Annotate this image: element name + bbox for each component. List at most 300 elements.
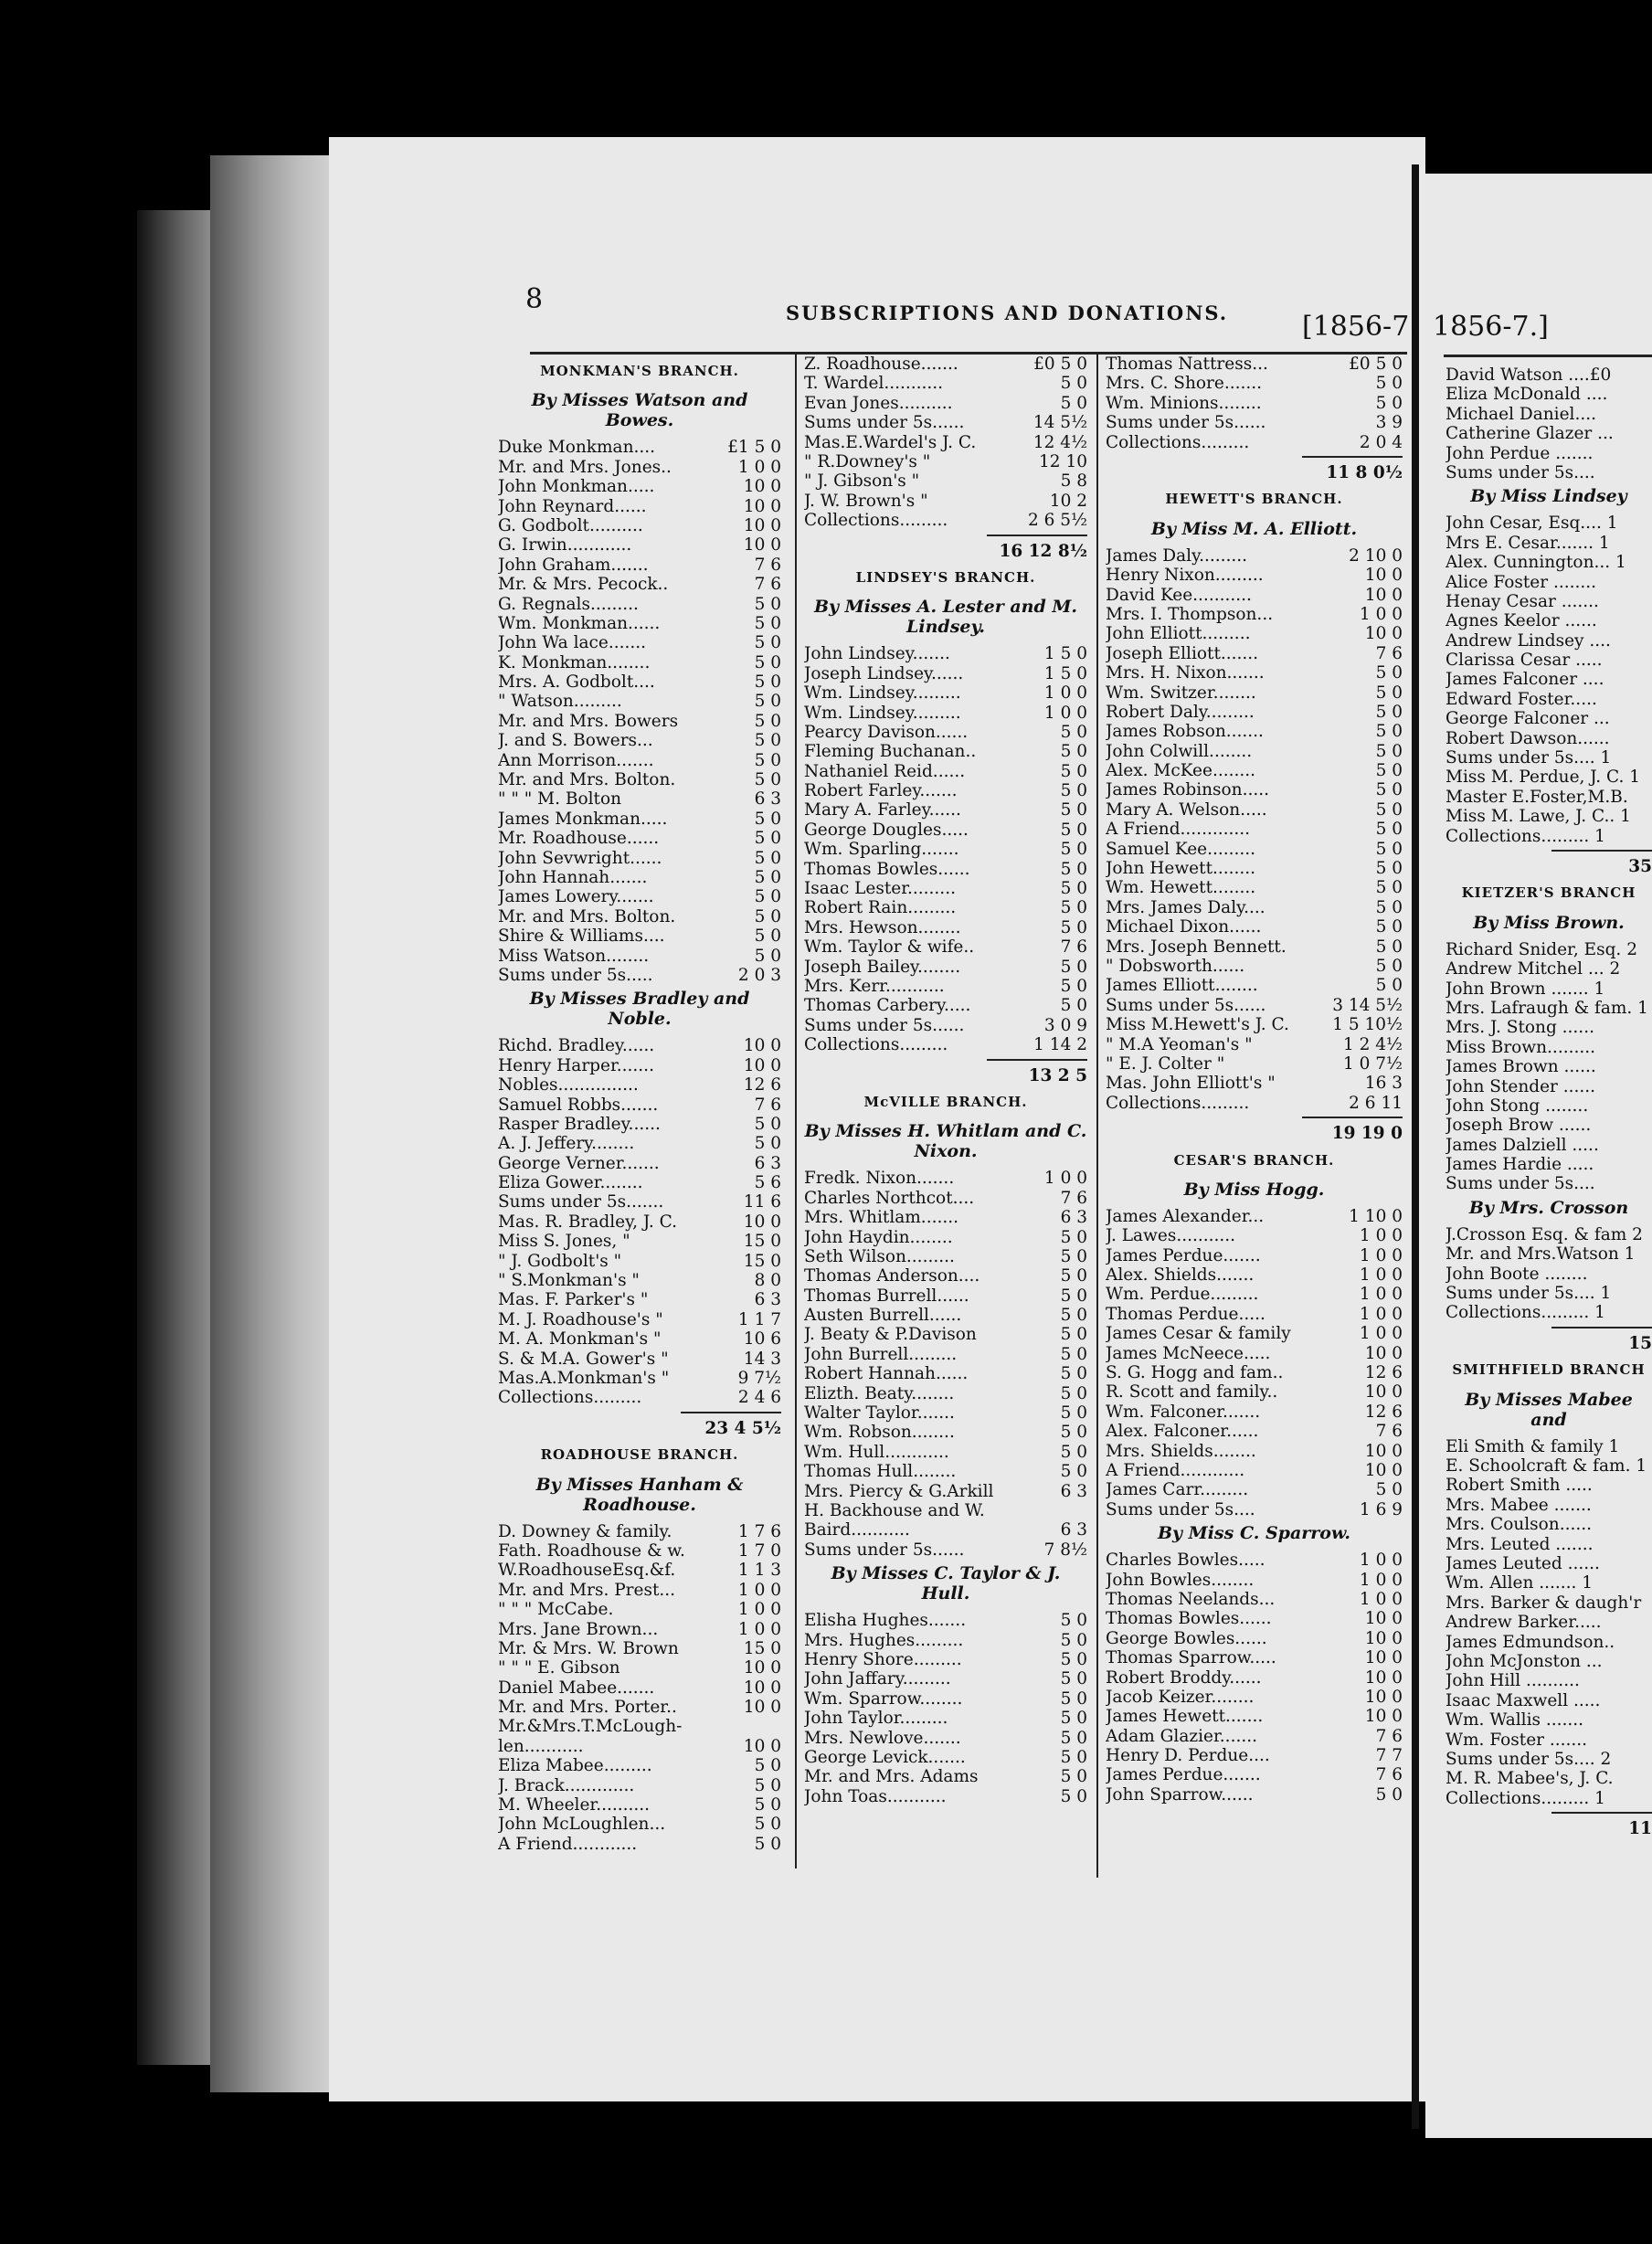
subscription-row (804, 1482, 1087, 1501)
subscriber-name: Thomas Perdue..... (1106, 1304, 1265, 1324)
amount: 10 0 (743, 1736, 781, 1756)
subscription-row (804, 1364, 1087, 1383)
page-gutter (1412, 164, 1419, 2129)
subscription-row (1106, 394, 1403, 413)
amount: 5 0 (754, 1114, 781, 1134)
branch-heading: SMITHFIELD BRANCH (1452, 1361, 1646, 1379)
subscriber-name: A. J. Jeffery........ (498, 1134, 635, 1154)
subscriber-name: Collections......... (498, 1388, 642, 1408)
subscription-row (1106, 917, 1403, 937)
subscription-row (1446, 1057, 1652, 1076)
subscriber-name: Sums under 5s.... (1106, 1499, 1255, 1519)
subscription-row (804, 1423, 1087, 1442)
amount: 5 0 (1060, 1246, 1087, 1266)
subscription-row (804, 355, 1087, 374)
subscription-row (804, 413, 1087, 432)
subscription-row (1446, 1096, 1652, 1116)
subscription-row (804, 742, 1087, 761)
subscriber-name: " M.A Yeoman's " (1106, 1034, 1253, 1054)
subscription-row (804, 1306, 1087, 1325)
subscriber-name: Charles Northcot.... (804, 1188, 975, 1208)
subscriber-name: Isaac Lester......... (804, 879, 956, 899)
total-rule (1302, 456, 1403, 458)
collector-subheading: By Miss Hogg. (1183, 1179, 1325, 1200)
amount: 11 6 (743, 1192, 781, 1212)
subscriber-name: " E. J. Colter " (1106, 1053, 1225, 1074)
subscription-row (1446, 959, 1652, 979)
subscription-row (498, 535, 781, 555)
subscription-row (498, 1036, 781, 1055)
subscriber-name: Evan Jones.......... (804, 393, 953, 413)
column-1 (498, 355, 781, 1854)
amount: 3 14 5½ (1332, 995, 1403, 1015)
amount: 5 0 (1060, 1325, 1087, 1345)
subscription-row (498, 1310, 781, 1329)
subscription-row (1446, 463, 1652, 482)
amount: 5 0 (1060, 840, 1087, 860)
amount: 7 6 (1060, 1188, 1087, 1208)
amount: 1 0 0 (1359, 1265, 1403, 1286)
subscriber-name: Mrs. H. Nixon....... (1106, 663, 1265, 683)
page-year: [1856-7. (1302, 311, 1418, 343)
subscriber-name: Richard Snider, Esq. 2 (1446, 939, 1637, 959)
subscriber-name: John Burrell......... (804, 1344, 958, 1364)
amount: 5 0 (754, 711, 781, 731)
subscriber-name: David Watson ....£0 (1446, 365, 1612, 385)
subscription-row (1106, 644, 1403, 663)
amount: 5 0 (1060, 761, 1087, 781)
subscriber-name: James Hardie ..... (1446, 1155, 1594, 1175)
subscription-row (1446, 1116, 1652, 1135)
subscription-row (804, 1709, 1087, 1728)
amount: 5 0 (754, 731, 781, 751)
amount: 5 0 (1375, 917, 1403, 937)
subscription-row (1106, 1207, 1403, 1226)
amount: 5 0 (1060, 1266, 1087, 1286)
subscriber-name: Mr. Roadhouse...... (498, 829, 660, 849)
subscriber-name: Samuel Robbs....... (498, 1095, 659, 1115)
branch-heading: ROADHOUSE BRANCH. (540, 1446, 739, 1464)
amount: 1 10 0 (1349, 1206, 1403, 1226)
subscriber-name: James Leuted ...... (1446, 1553, 1600, 1573)
subscriber-name: Thomas Bowles...... (1106, 1609, 1272, 1629)
subscription-row (1446, 611, 1652, 630)
subscription-row (498, 1173, 781, 1192)
subscriber-name: Eliza Gower........ (498, 1173, 643, 1193)
subscription-row (1446, 1633, 1652, 1652)
subscription-row (1446, 534, 1652, 553)
subscriber-name: " Dobsworth...... (1106, 956, 1245, 976)
subscription-row (498, 595, 781, 614)
amount: 5 0 (754, 672, 781, 693)
subscriber-name: Sums under 5s....... (498, 1192, 664, 1212)
subscription-row (1446, 424, 1652, 443)
subscriber-name: John Hewett........ (1106, 859, 1256, 879)
column-3 (1106, 355, 1403, 1805)
subscription-row (1106, 800, 1403, 820)
amount: 2 6 5½ (1027, 511, 1087, 531)
subscription-row (1446, 1174, 1652, 1193)
subscription-row (498, 1835, 781, 1854)
subscriber-name: Clarissa Cesar ..... (1446, 651, 1603, 671)
subscription-row (1446, 1789, 1652, 1808)
column-4 (1446, 365, 1652, 1844)
amount: 5 0 (1060, 393, 1087, 413)
subscriber-name: Charles Bowles..... (1106, 1551, 1265, 1571)
subscriber-name: M. A. Monkman's " (498, 1329, 662, 1350)
subscription-row (1446, 1303, 1652, 1322)
subscriber-name: Daniel Mabee....... (498, 1678, 655, 1698)
subscriber-name: Nathaniel Reid...... (804, 761, 966, 781)
amount: 1 0 0 (1043, 683, 1087, 704)
subscription-row (1106, 976, 1403, 995)
subscription-row (1446, 1284, 1652, 1303)
subscriber-name: Sums under 5s.... 1 (1446, 748, 1612, 768)
subscription-row (1106, 1746, 1403, 1765)
subscriber-name: Thomas Nattress... (1106, 355, 1268, 374)
subscription-row (1106, 742, 1403, 761)
amount: 10 0 (1364, 1707, 1403, 1727)
subscription-row (498, 497, 781, 516)
amount: 10 0 (1364, 1648, 1403, 1668)
amount: 1 2 4½ (1342, 1034, 1403, 1054)
subscription-row (498, 1620, 781, 1639)
amount: 10 0 (743, 1036, 781, 1056)
subscriber-name: W.RoadhouseEsq.&f. (498, 1561, 676, 1581)
subscription-row (1106, 1074, 1403, 1093)
subscriber-name: Mr. and Mrs.Watson 1 (1446, 1244, 1636, 1265)
amount: 1 0 0 (1359, 1245, 1403, 1265)
subscriber-name: Mrs. James Daly.... (1106, 897, 1265, 917)
subscriber-name: Mr. and Mrs. Adams (804, 1767, 979, 1787)
subscriber-name: Eliza Mabee......... (498, 1756, 652, 1776)
subscription-row (498, 1795, 781, 1815)
amount: 1 7 6 (737, 1521, 781, 1541)
subscription-row (804, 1345, 1087, 1364)
subscriber-name: Miss M.Hewett's J. C. (1106, 1015, 1289, 1035)
subscriber-name: Mas.E.Wardel's J. C. (804, 432, 977, 452)
subscription-row (1446, 1554, 1652, 1573)
subscription-row (1106, 996, 1403, 1015)
collector-subheading: By Misses H. Whitlam and C. Nixon. (804, 1121, 1087, 1162)
amount: 7 6 (1060, 937, 1087, 958)
subscriber-name: James Brown ...... (1446, 1057, 1596, 1077)
subscriber-name: James Perdue....... (1106, 1245, 1261, 1265)
subscriber-name: Wm. Allen ....... 1 (1446, 1573, 1594, 1593)
subscriber-name: Thomas Sparrow..... (1106, 1648, 1276, 1668)
subscription-row (498, 1252, 781, 1271)
subscription-row (1106, 1765, 1403, 1784)
amount: 5 0 (1375, 702, 1403, 722)
subscription-row (498, 1192, 781, 1212)
amount: 1 1 3 (737, 1561, 781, 1581)
subscriber-name: Wm. Wallis ....... (1446, 1710, 1584, 1731)
amount: 2 6 11 (1349, 1093, 1403, 1113)
subscription-row (1446, 385, 1652, 404)
subscription-row (1106, 1054, 1403, 1074)
subscription-row (498, 1561, 781, 1580)
subscription-row (1106, 840, 1403, 859)
subscriber-name: John Stender ...... (1446, 1076, 1596, 1096)
subscriber-name: James Monkman..... (498, 809, 668, 829)
amount: 6 3 (754, 1290, 781, 1310)
subscription-row (804, 1501, 1087, 1520)
subscription-row (1106, 1226, 1403, 1245)
subscription-row (1446, 573, 1652, 592)
subscriber-name: Mas. John Elliott's " (1106, 1074, 1276, 1094)
amount: 5 0 (1060, 1611, 1087, 1631)
subscription-row (1446, 592, 1652, 611)
subscription-row (1106, 1668, 1403, 1688)
subscription-row (498, 1698, 781, 1717)
amount: 5 0 (1375, 741, 1403, 761)
subscriber-name: Thomas Hull........ (804, 1462, 957, 1482)
subscriber-name: J. W. Brown's " (804, 491, 928, 511)
subscriber-name: Wm. Taylor & wife.. (804, 937, 975, 958)
subscriber-name: John Colwill........ (1106, 741, 1253, 761)
subscriber-name: James Elliott........ (1106, 976, 1258, 996)
subscription-row (1106, 413, 1403, 432)
amount: 10 0 (1364, 1609, 1403, 1629)
subscription-row (1446, 365, 1652, 385)
subscriber-name: Mrs. Whitlam....... (804, 1208, 958, 1228)
total-rule (681, 1412, 781, 1413)
amount: 14 3 (743, 1349, 781, 1369)
subscription-row (804, 1228, 1087, 1247)
subscription-row (804, 860, 1087, 879)
amount: 1 14 2 (1033, 1035, 1087, 1055)
subscriber-name: George Bowles...... (1106, 1628, 1267, 1648)
amount: 7 6 (1375, 643, 1403, 663)
amount: 7 6 (1375, 1726, 1403, 1746)
subscription-row (804, 879, 1087, 898)
amount: 1 6 9 (1359, 1499, 1403, 1519)
subscriber-name: Mrs. I. Thompson... (1106, 604, 1274, 624)
amount: 1 0 0 (1359, 1285, 1403, 1305)
subscription-row (1106, 722, 1403, 741)
amount: 6 3 (1060, 1208, 1087, 1228)
subscriber-name: A Friend............ (498, 1834, 638, 1854)
page-number: 8 (525, 283, 544, 315)
subscription-row (498, 614, 781, 633)
subscriber-name: Thomas Bowles...... (804, 859, 970, 879)
subscriber-name: Wm. Sparling....... (804, 840, 959, 860)
subscription-row (804, 1729, 1087, 1748)
amount: 5 0 (1060, 742, 1087, 762)
subscription-row (1446, 444, 1652, 463)
amount: 6 3 (1060, 1520, 1087, 1540)
subscription-row (1106, 433, 1403, 452)
subscriber-name: T. Wardel........... (804, 374, 944, 394)
subscription-row (498, 477, 781, 496)
amount: 1 0 0 (1043, 1169, 1087, 1189)
subscription-row (1106, 586, 1403, 605)
subscriber-name: Joseph Elliott....... (1106, 643, 1259, 663)
subscriber-name: John Lindsey....... (804, 644, 950, 664)
amount: 5 0 (1060, 1767, 1087, 1787)
branch-heading: MONKMAN'S BRANCH. (540, 363, 739, 379)
amount: 5 0 (1060, 898, 1087, 918)
subscriber-name: Sums under 5s...... (804, 1015, 965, 1035)
subscription-row (498, 789, 781, 809)
amount: 1 0 7½ (1342, 1053, 1403, 1074)
amount: 15 0 (743, 1232, 781, 1252)
subscriber-name: Mrs E. Cesar....... 1 (1446, 533, 1610, 553)
subscriber-name: Mrs. Mabee ....... (1446, 1495, 1592, 1515)
subscriber-name: Mas.A.Monkman's " (498, 1368, 670, 1388)
amount: 1 0 0 (1359, 1226, 1403, 1246)
amount: 2 0 3 (737, 965, 781, 985)
subscriber-name: John Cesar, Esq.... 1 (1446, 513, 1618, 534)
subscriber-name: John McLoughlen... (498, 1815, 666, 1835)
subscriber-name: Sums under 5s...... (804, 413, 965, 433)
subscription-row (1446, 1593, 1652, 1613)
subscriber-name: Henry Harper....... (498, 1055, 654, 1075)
amount: 7 6 (1375, 1422, 1403, 1442)
subscription-row (1106, 1035, 1403, 1054)
subscriber-name: Wm. Switzer........ (1106, 683, 1256, 703)
amount: 5 0 (1060, 957, 1087, 977)
subscription-row (1446, 1652, 1652, 1671)
amount: 10 0 (743, 1678, 781, 1698)
amount: 5 0 (1060, 1227, 1087, 1247)
amount: £0 5 0 (1033, 355, 1087, 374)
collector-subheading: By Misses Mabee and (1465, 1389, 1633, 1430)
subscriber-name: Austen Burrell...... (804, 1306, 962, 1326)
subscriber-name: Collections......... 1 (1446, 826, 1605, 846)
subscription-row (1106, 1609, 1403, 1628)
subscription-row (498, 692, 781, 711)
subscriber-name: James Falconer .... (1446, 670, 1604, 690)
subscriber-name: John Bowles........ (1106, 1570, 1255, 1590)
subscription-row (1446, 1769, 1652, 1788)
total-rule (1302, 1117, 1403, 1118)
subscriber-name: Joseph Bailey........ (804, 957, 961, 977)
subscriber-name: Sums under 5s.... 1 (1446, 1284, 1612, 1304)
subscription-row (804, 1189, 1087, 1208)
subscriber-name: Henry Nixon......... (1106, 566, 1264, 586)
subscription-row (804, 1266, 1087, 1286)
subscriber-name: Thomas Carbery..... (804, 996, 971, 1016)
subscriber-name: G. Godbolt.......... (498, 515, 643, 535)
subscriber-name: Samuel Kee......... (1106, 839, 1256, 859)
amount: 5 0 (1060, 722, 1087, 742)
subscription-row (1446, 1476, 1652, 1495)
amount: 12 6 (743, 1075, 781, 1096)
subscription-row (498, 575, 781, 594)
amount: 5 0 (1375, 799, 1403, 820)
subscriber-name: Wm. Hewett........ (1106, 878, 1256, 898)
subscription-row (1106, 1422, 1403, 1441)
subscription-row (1106, 1265, 1403, 1285)
subscription-row (804, 1631, 1087, 1650)
amount: 5 0 (1375, 976, 1403, 996)
subscription-row (804, 1689, 1087, 1709)
subscriber-name: Rasper Bradley...... (498, 1114, 661, 1134)
amount: 7 6 (754, 555, 781, 575)
subscriber-name: Robert Dawson...... (1446, 728, 1610, 748)
amount: 3 0 9 (1043, 1015, 1087, 1035)
subscriber-name: Mas. F. Parker's " (498, 1290, 649, 1310)
amount: 5 0 (1060, 1442, 1087, 1462)
subscriber-name: Nobles............... (498, 1075, 639, 1096)
amount: 12 6 (1364, 1402, 1403, 1422)
amount: 5 0 (1375, 937, 1403, 957)
amount: 2 10 0 (1349, 545, 1403, 566)
subscription-row (804, 511, 1087, 530)
subscriber-name: Wm. Sparrow........ (804, 1688, 963, 1709)
amount: 5 0 (1375, 956, 1403, 976)
subscription-row (1446, 940, 1652, 959)
column-rule (795, 352, 797, 1868)
collector-subheading: By Misses Watson and Bowes. (531, 390, 748, 431)
subscriber-name: Catherine Glazer ... (1446, 424, 1614, 444)
subscriber-name: Master E.Foster,M.B. (1446, 787, 1628, 807)
subscription-row (498, 1350, 781, 1369)
subscriber-name: Wm. Hull............ (804, 1442, 949, 1462)
amount: 1 0 0 (1359, 1551, 1403, 1571)
subscription-row (498, 1134, 781, 1153)
amount: 10 0 (743, 1055, 781, 1075)
subscriber-name: len........... (498, 1736, 584, 1756)
subscription-row (498, 1290, 781, 1309)
subscription-row (1446, 827, 1652, 846)
amount: 5 0 (754, 1815, 781, 1835)
subscription-row (804, 800, 1087, 820)
amount: 10 0 (1364, 1628, 1403, 1648)
amount: 10 0 (1364, 624, 1403, 644)
subscription-row (498, 653, 781, 672)
subscriber-name: Michael Dixon...... (1106, 917, 1262, 937)
subscription-row (1106, 683, 1403, 703)
subscription-row (1106, 761, 1403, 780)
amount: 5 0 (1060, 976, 1087, 996)
subscription-row (804, 1169, 1087, 1188)
subscriber-name: Mr. and Mrs. Bolton. (498, 906, 676, 926)
subscriber-name: James Daly......... (1106, 545, 1248, 566)
subscription-row (804, 471, 1087, 491)
amount: 5 0 (1060, 1688, 1087, 1709)
amount: 5 0 (1375, 1784, 1403, 1805)
subscriber-name: Miss Watson........ (498, 946, 650, 966)
subscriber-name: Fleming Buchanan.. (804, 742, 977, 762)
amount: 5 0 (1375, 820, 1403, 840)
subscriber-name: John Hannah....... (498, 868, 648, 887)
subscription-row (498, 1776, 781, 1795)
subscription-row (804, 1650, 1087, 1669)
amount: 16 3 (1364, 1074, 1403, 1094)
subscription-row (804, 723, 1087, 742)
subscriber-name: Robert Broddy...... (1106, 1667, 1262, 1688)
subscriber-name: Mr. and Mrs. Bowers (498, 711, 679, 731)
subscription-row (498, 1115, 781, 1134)
amount: 1 5 10½ (1332, 1015, 1403, 1035)
amount: 9 7½ (737, 1368, 781, 1388)
subscriber-name: Michael Daniel.... (1446, 404, 1596, 424)
subscription-row (1446, 1155, 1652, 1174)
subscriber-name: Alex. Shields....... (1106, 1265, 1255, 1286)
subscriber-name: Mrs. Newlove....... (804, 1728, 961, 1748)
subscription-row (804, 704, 1087, 723)
subscriber-name: Miss Brown......... (1446, 1037, 1595, 1057)
amount: 5 0 (1060, 1649, 1087, 1669)
subscriber-name: Robert Farley....... (804, 781, 958, 801)
subscription-row (804, 1403, 1087, 1423)
amount: 5 0 (754, 750, 781, 770)
subscription-row (804, 1208, 1087, 1227)
subscriber-name: Edward Foster..... (1446, 689, 1597, 709)
branch-heading: LINDSEY'S BRANCH. (855, 568, 1036, 586)
